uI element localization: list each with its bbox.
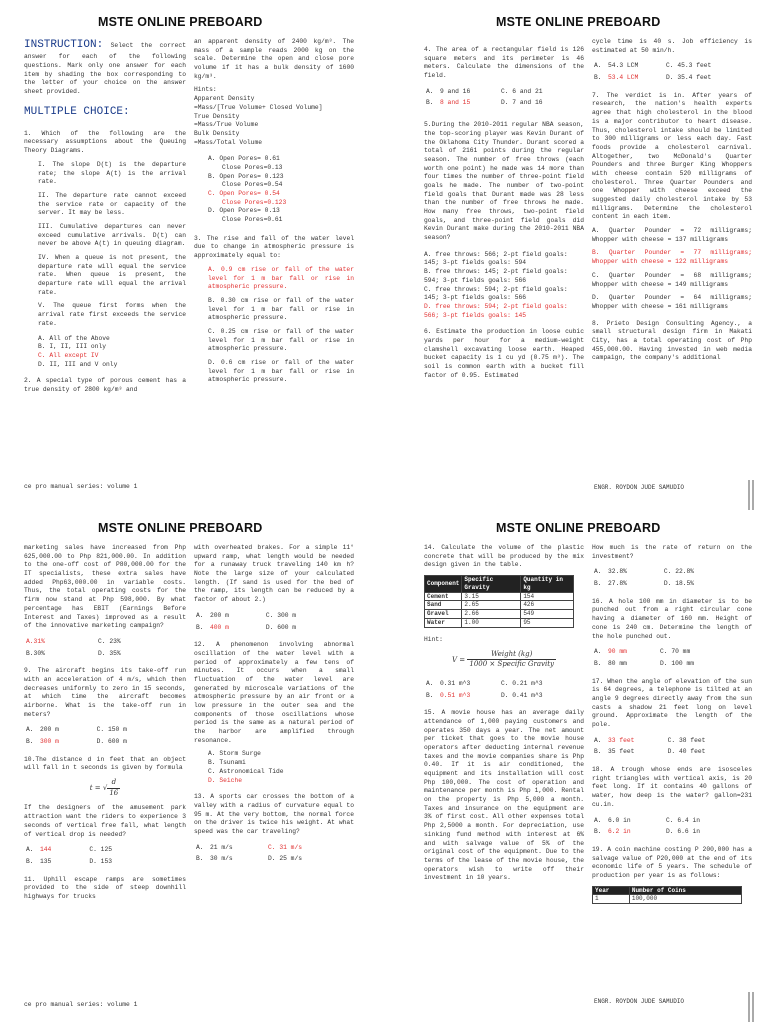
q9-choice-c[interactable]: C. 150 m [96, 726, 127, 734]
q3-choices [194, 266, 354, 385]
choice-letter: B. [196, 855, 204, 863]
q13-choice-d[interactable]: D. 25 m/s [268, 855, 303, 863]
q2-choice-b-close: Close Pores=0.54 [222, 181, 283, 189]
q17-choice-b[interactable]: 35 feet [608, 748, 635, 756]
q13-choice-a[interactable]: 21 m/s [210, 843, 233, 851]
table-cell: 3.15 [462, 592, 521, 601]
choice-letter: A. [26, 726, 34, 734]
q7-choice-b[interactable]: B. Quarter Pounder = 77 milligrams; Whopper with cheese = 122 milligrams [592, 249, 752, 266]
q14-choice-c[interactable]: C. 0.21 m^3 [500, 679, 543, 687]
q4-choice-d[interactable]: D. 7 and 16 [500, 99, 543, 107]
sqrt-icon: √ [102, 784, 108, 793]
question-11: 11. Uphill escape ramps are sometimes provided to the side of steep downhill highways for trucks [24, 875, 186, 900]
choice-letter: A. [594, 736, 602, 744]
question-7: 7. The verdict is in. After years of research, the nation's health experts agree that high cholesterol in the blood is a major contributor to heart disease. Thus, cholesterol intake should be limited to 300 milligrams or less each day. Fast foods provide a cholesterol carnival. Altogether, two McDonald's Quarter Pounders and three Burger King Whoppers with cheese contain 520 milligrams of cholesterol. Three Quarter Pounders and one Whopper with cheese exceed the suggested daily cholesterol intake by 53 milligrams. Determine the cholesterol content in each item. [592, 91, 752, 221]
formula-denominator: 16 [109, 788, 119, 797]
choice-letter: B. [594, 580, 602, 588]
column-1 [24, 544, 186, 907]
q1-choice-c[interactable]: C. All except IV [38, 351, 99, 359]
table-cell: 1.00 [462, 619, 521, 628]
q18-choice-d[interactable]: D. 6.6 in [666, 828, 701, 836]
q1-item-4: IV. When a queue is not present, the departure rate will equal the service rate. When queue is present, the departure rate will equal the arrival rate. [38, 254, 186, 296]
question-15: 15. A movie house has an average daily attendance of 1,000 paying customers and operates 350 days a year. The net amount per ticket that goes to the movie house operators after deducting internal revenue taxes and the movie companies share is Php 0.40. If it is air conditioned, the equipment and its installation will cost Php 100,000. The cost of operation and maintenance per month is Php 1,000. Rental on the property is Php 5,000 a month. Taxes and insurance on the equipment are 3% of first cost. All other expenses total Php 2,5000 a month. For depreciation, use sinking fund method with interest at 6% and with salvage value of 5% of the original cost of the equipment. Due to the terms of the lease of the movie house, the operators wish to write off their investment in 10 years. [424, 709, 584, 882]
question-16: 16. A hole 100 mm in diameter is to be punched out from a right circular cone having a diameter of 160 mm. Height of cone is 240 cm. Determine the length of the hole punched out. [592, 597, 752, 640]
footer-left: ce pro manual series: volume 1 [24, 1001, 138, 1009]
q10-choice-a[interactable]: 144 [40, 846, 52, 854]
q2-choice-a-open: A. Open Pores= 0.61 [208, 155, 280, 163]
choice-letter: B. [196, 623, 204, 631]
q9-choices [24, 724, 186, 749]
q12-choice-c[interactable]: C. Astronomical Tide [208, 767, 284, 775]
table-row [593, 895, 742, 904]
q16-choice-a[interactable]: 90 mm [608, 648, 627, 656]
q12-choice-a[interactable]: A. Storm Surge [208, 750, 261, 758]
q10-choice-b[interactable]: 135 [40, 857, 52, 865]
q15-choice-a[interactable]: 32.8% [608, 568, 627, 576]
q4-choice-a[interactable]: 9 and 16 [440, 87, 471, 95]
q17-choice-d[interactable]: D. 40 feet [667, 748, 706, 756]
q11-choice-a[interactable]: 200 m [210, 611, 229, 619]
q17-choices [592, 735, 752, 760]
q8-choice-d[interactable]: D. 35% [98, 649, 121, 657]
q2-choice-c[interactable] [208, 190, 354, 207]
q14-choice-d[interactable]: D. 0.41 m^3 [500, 691, 543, 699]
q14-hint-label: Hint: [424, 635, 443, 643]
table-cell: 2.66 [462, 610, 521, 619]
choice-letter: A. [594, 816, 602, 824]
choice-letter: B. [426, 691, 434, 699]
column-3 [424, 544, 584, 888]
q5-choice-a[interactable]: A. free throws: 566; 2-pt field goals: 145; 3-pt fields goals: 594 [424, 250, 568, 267]
choice-letter: A. [594, 568, 602, 576]
q6-choices [592, 60, 752, 85]
column-4 [592, 544, 752, 910]
footer-right: ENGR. ROYDON JUDE SAMUDIO [594, 483, 685, 491]
q8-choices [24, 636, 186, 661]
q19-production-table [592, 886, 742, 905]
formula-numerator: d [107, 778, 120, 789]
question-9: 9. The aircraft begins its take-off run with an acceleration of 4 m/s, which then decreases uniformly to zero in 15 seconds, at which time the aircraft becomes airborne. What is the take-off run in meters? [24, 667, 186, 718]
question-8: 8. Prieto Design Consulting Agency., a small structural design firm in Makati City, has a total operating cost of Php 455,000.00. Having invested in web media campaign, the company's additional [592, 319, 752, 362]
question-6-cont: cycle time is 40 s. Job efficiency is estimated at 50 min/h. [592, 38, 752, 54]
table-cell: 154 [521, 592, 574, 601]
instruction-text: Select the correct answer for each of the following questions. Mark only one answer for each item by shading the box corresponding to the letter of your choice on the answer sheet provided. [24, 42, 186, 95]
page-edge-mark [748, 480, 750, 510]
q14-choice-b[interactable]: 0.51 m^3 [440, 691, 471, 699]
hint-line: =Mass/True Volume [194, 121, 259, 129]
q14-mix-table [424, 575, 574, 628]
instruction-label: INSTRUCTION: [24, 39, 104, 51]
q10-formula [24, 778, 186, 798]
question-13: 13. A sports car crosses the bottom of a valley with a radius of curvature equal to 95 m. At the very bottom, the normal force on the driver is twice his weight. At what speed was the car traveling? [194, 793, 354, 835]
question-1: 1. Which of the following are the necessary assumptions about the Queuing Theory Diagrams. [24, 129, 186, 155]
q14-choice-a[interactable]: 0.31 m^3 [440, 679, 471, 687]
q3-choice-a[interactable]: A. 0.9 cm rise or fall of the water level for 1 m bar fall or rise in atmospheric pressure. [208, 265, 354, 291]
q4-choice-c[interactable]: C. 6 and 21 [500, 87, 543, 95]
formula-denominator: 1000 × Specific Gravity [469, 660, 554, 669]
multiple-choice-label: MULTIPLE CHOICE: [24, 105, 130, 118]
question-10: 10.The distance d in feet that an object will fall in t seconds is given by formula [24, 755, 186, 772]
table-cell: 549 [521, 610, 574, 619]
table-header: Year [593, 886, 630, 895]
choice-letter: B. [26, 738, 34, 746]
question-10-cont: If the designers of the amusement park attraction want the riders to experience 3 seconds of vertical free fall, what length of vertical drop is needed? [24, 804, 186, 838]
formula-numerator: Weight (kg) [467, 650, 556, 661]
q3-choice-c[interactable]: C. 0.25 cm rise or fall of the water level for 1 m bar fall or rise in atmospheric pressure. [208, 327, 354, 353]
hint-line: =Mass/Total Volume [194, 138, 263, 146]
q2-choice-b-open: B. Open Pores= 0.123 [208, 172, 284, 180]
q8-choice-c[interactable]: C. 23% [98, 637, 121, 645]
q1-choice-b[interactable]: B. I, II, III only [38, 343, 107, 351]
table-row [425, 601, 574, 610]
q10-choice-c[interactable]: C. 125 [89, 846, 113, 854]
q2-choice-c-open: C. Open Pores= 0.54 [208, 190, 280, 197]
footer-left: ce pro manual series: volume 1 [24, 483, 138, 491]
choice-letter: B. [26, 857, 34, 865]
q8-choice-a[interactable]: A.31% [26, 637, 45, 645]
q11-choice-c[interactable]: C. 300 m [265, 611, 297, 619]
q2-choice-d[interactable] [208, 207, 354, 224]
formula-fraction [107, 778, 120, 798]
question-2: 2. A special type of porous cement has a true density of 2800 kg/m³ and [24, 377, 186, 393]
table-cell: Gravel [425, 610, 462, 619]
q6-choice-a[interactable]: 54.3 LCM [608, 62, 639, 70]
q1-item-5: V. The queue first forms when the arrival rate first exceeds the service rate. [38, 302, 186, 327]
choice-letter: A. [26, 846, 34, 854]
page-edge-mark [748, 992, 750, 1022]
question-5: 5.During the 2010-2011 regular NBA season, the top-scoring player was Kevin Durant of the Oklahoma City Thunder. Durant scored a total of 2161 points during the regular season. The number of free throws (each worth one point) he made was 14 more than four times the number of three-point field goals he made. The number of two-point field goals that Durant made was 28 less than the number of free throws he made. How many free throws, two-point field goals, and three-point field goals did Kevin Durant make during the 2010-2011 NBA season? [424, 121, 584, 242]
hint-line: Hints: [194, 86, 217, 94]
formula-lhs: t = [89, 784, 101, 793]
table-cell: 95 [521, 619, 574, 628]
choice-letter: A. [426, 679, 434, 687]
q11-choice-b[interactable]: 400 m [210, 623, 229, 631]
q8-choice-b[interactable]: B.30% [26, 649, 45, 657]
question-19: 19. A coin machine costing P 200,000 has a salvage value of P20,000 at the end of its economic life of 5 years. The schedule of production per year is as follows: [592, 845, 752, 879]
question-12: 12. A phenomenon involving abnormal oscillation of the water level with a period of approximately a few tens of minutes. It occurs when a small fluctuation of the water level are generated by microscale variations of the atmospheric pressure by an air front or a low pressure in the outer sea and the components of those oscillations whose period is the same as a natural period of the harbor are amplified through resonance. [194, 641, 354, 744]
q13-choice-c[interactable]: C. 31 m/s [268, 843, 303, 851]
q2-choice-a-close: Close Pores=0.13 [222, 163, 283, 171]
q16-choices [592, 646, 752, 671]
q11-choices [194, 610, 354, 635]
q15-choice-b[interactable]: 27.8% [608, 580, 627, 588]
choice-letter: A. [196, 611, 204, 619]
q9-choice-a[interactable]: 200 m [40, 726, 59, 734]
question-3: 3. The rise and fall of the water level due to change in atmospheric pressure is approximately equal to: [194, 234, 354, 260]
question-15-cont: How much is the rate of return on the investment? [592, 544, 752, 560]
q6-choice-b[interactable]: 53.4 LCM [608, 74, 639, 82]
column-2 [194, 544, 354, 873]
page-title-left: MSTE ONLINE PREBOARD [98, 15, 263, 29]
q2-hints [194, 86, 354, 147]
hint-line: True Density [194, 112, 240, 120]
choice-letter: A. [594, 62, 602, 70]
page-title-right: MSTE ONLINE PREBOARD [496, 15, 661, 29]
choice-letter: B. [594, 659, 602, 667]
page-title-left: MSTE ONLINE PREBOARD [98, 521, 263, 535]
q14-formula [424, 650, 584, 670]
page-edge-mark [752, 992, 754, 1022]
question-8-cont: marketing sales have increased from Php 625,000.00 to Php 821,000.00. In addition to the one-off cost of P80,000.00 for the IT specialists, these extra sales have added Php63,000.00 in variable costs. Thus, the total operating costs for the firm now stand at Php 598,000. By what percentage has EBIT (Earnings Before Interest and Taxes) improved as a result of the innovative marketing campaign? [24, 544, 186, 630]
q6-choice-c[interactable]: C. 45.3 feet [665, 62, 712, 70]
table-row [425, 619, 574, 628]
table-header: Component [425, 576, 462, 593]
question-18: 18. A trough whose ends are isosceles right triangles with vertical axis, is 20 feet long. If it contains 40 gallons of water, how deep is the water? gallon=231 cu.in. [592, 766, 752, 808]
question-6: 6. Estimate the production in loose cubic yards per hour for a medium-weight clamshell excavating loose earth. Heaped bucket capacity is 1 cu yd (0.75 m³). The soil is common earth with a bucket fill factor of 0.95. Estimated [424, 328, 584, 379]
q16-choice-d[interactable]: D. 100 mm [660, 659, 695, 667]
q14-choices [424, 678, 584, 703]
footer-right: ENGR. ROYDON JUDE SAMUDIO [594, 997, 685, 1005]
q4-choices [424, 86, 584, 111]
question-14: 14. Calculate the volume of the plastic concrete that will be produced by the mix design given in the table. [424, 544, 584, 569]
q12-choice-d[interactable]: D. Seiche [208, 776, 243, 784]
table-header: Specific Gravity [462, 576, 521, 593]
q16-choice-b[interactable]: 80 mm [608, 659, 627, 667]
q7-choices [592, 227, 752, 312]
q18-choice-a[interactable]: 6.0 in [608, 816, 631, 824]
q12-choice-b[interactable]: B. Tsunami [208, 759, 246, 767]
column-3 [424, 46, 584, 385]
q10-choice-d[interactable]: D. 153 [89, 857, 113, 865]
choice-letter: A. [594, 648, 602, 656]
q1-choice-d[interactable]: D. II, III and V only [38, 360, 118, 368]
table-row [425, 592, 574, 601]
column-2 [194, 38, 354, 390]
q2-choices [194, 155, 354, 225]
q7-choice-a[interactable]: A. Quarter Pounder = 72 milligrams; Whopper with cheese = 137 milligrams [592, 227, 752, 243]
q2-choice-a[interactable] [208, 155, 354, 172]
table-cell: Water [425, 619, 462, 628]
q1-item-3: III. Cumulative departures can never exceed cumulative arrivals. D(t) can never be above A(t) in queuing diagram. [38, 222, 186, 248]
q2-choice-d-open: D. Open Pores= 0.13 [208, 207, 280, 215]
table-header: Quantity in kg [521, 576, 574, 593]
q6-choice-d[interactable]: D. 35.4 feet [665, 74, 712, 82]
q1-item-1: I. The slope D(t) is the departure rate; the slope A(t) is the arrival rate. [38, 160, 186, 186]
q3-choice-b[interactable]: B. 0.30 cm rise or fall of the water level for 1 m bar fall or rise in atmospheric pressure. [208, 296, 354, 322]
q11-choice-d[interactable]: D. 600 m [265, 623, 297, 631]
table-cell: 1 [593, 895, 630, 904]
q12-choices [194, 750, 354, 785]
question-4: 4. The area of a rectangular field is 126 square meters and its perimeter is 46 meters. Calculate the dimensions of the field. [424, 46, 584, 80]
page-2 [0, 512, 768, 1024]
choice-letter: A. [426, 87, 434, 95]
instruction [24, 38, 186, 97]
table-cell: 2.65 [462, 601, 521, 610]
q1-assumptions [24, 161, 186, 329]
question-11-cont: with overheated brakes. For a simple 11° upward ramp, what length would be needed for a runaway truck traveling 140 km h? Note the large size of your calculated length. (If sand is used for the bed of the ramp, its length can be reduced by a factor of about 2.) [194, 544, 354, 604]
q17-choice-a[interactable]: 33 feet [608, 736, 635, 744]
choice-letter: B. [594, 828, 602, 836]
q18-choices [592, 815, 752, 840]
q5-choices [424, 251, 584, 321]
hint-line: Apparent Density [194, 95, 255, 103]
choice-letter: B. [594, 748, 602, 756]
q13-choice-b[interactable]: 30 m/s [210, 855, 233, 863]
q18-choice-b[interactable]: 6.2 in [608, 828, 631, 836]
q10-choices [24, 844, 186, 869]
q1-choice-a[interactable]: A. All of the Above [38, 334, 110, 342]
column-4 [592, 38, 752, 368]
q15-choice-d[interactable]: D. 18.5% [663, 580, 695, 588]
q7-choice-c[interactable]: C. Quarter Pounder = 68 milligrams; Whopper with cheese = 149 milligrams [592, 271, 752, 288]
q5-choice-b[interactable]: B. free throws: 145; 2-pt field goals: 594; 3-pt fields goals: 566 [424, 268, 568, 284]
hint-line: =Mass/[True Volume+ Closed Volume] [194, 103, 323, 111]
q9-choice-d[interactable]: D. 600 m [96, 738, 127, 746]
choice-letter: B. [426, 99, 434, 107]
q17-choice-c[interactable]: C. 38 feet [667, 736, 706, 744]
q5-choice-d[interactable]: D. free throws: 594; 2-pt field goals: 566; 3-pt fields goals: 145 [424, 302, 568, 319]
formula-fraction [467, 650, 556, 670]
q16-choice-c[interactable]: C. 70 mm [660, 648, 691, 656]
q2-choice-d-close: Close Pores=0.61 [222, 216, 283, 224]
choice-letter: B. [594, 74, 602, 82]
q2-choice-c-close: Close Pores=0.123 [222, 198, 287, 206]
q1-choices [24, 335, 186, 370]
q15-choice-c[interactable]: C. 22.8% [663, 568, 695, 576]
question-17: 17. When the angle of elevation of the sun is 64 degrees, a telephone is tilted at an angle 9 degrees directly away from the sun casts a shadow 21 feet long on level ground. Approximate the length of the pole. [592, 677, 752, 728]
table-row [425, 610, 574, 619]
page-edge-mark [752, 480, 754, 510]
table-header: Number of Coins [629, 886, 741, 895]
page-title-right: MSTE ONLINE PREBOARD [496, 521, 661, 535]
q15-choices [592, 566, 752, 591]
q9-choice-b[interactable]: 300 m [40, 738, 59, 746]
q2-choice-b[interactable] [208, 173, 354, 190]
choice-letter: A. [196, 843, 204, 851]
q5-choice-c[interactable]: C. free throws: 594; 2-pt field goals: 145; 3-pt fields goals: 566 [424, 285, 568, 302]
q13-choices [194, 842, 354, 867]
q4-choice-b[interactable]: 8 and 15 [440, 99, 471, 107]
q1-item-2: II. The departure rate cannot exceed the service rate or capacity of the server. It may be less. [38, 191, 186, 217]
table-cell: Sand [425, 601, 462, 610]
column-1 [24, 38, 186, 400]
hint-line: Bulk Density [194, 129, 240, 137]
question-2-cont: an apparent density of 2400 kg/m³. The mass of a sample reads 2000 kg on the scale. Determine the open and close pore volume if it has a bulk density of 1600 kg/m³. [194, 38, 354, 80]
table-cell: Cement [425, 592, 462, 601]
formula-lhs: V = [452, 655, 466, 664]
q7-choice-d[interactable]: D. Quarter Pounder = 64 milligrams; Whopper with cheese = 161 milligrams [592, 294, 752, 310]
table-cell: 426 [521, 601, 574, 610]
table-cell: 100,000 [629, 895, 741, 904]
q3-choice-d[interactable]: D. 0.6 cm rise or fall of the water level for 1 m bar fall or rise in atmospheric pressure. [208, 359, 354, 384]
q18-choice-c[interactable]: C. 6.4 in [666, 816, 701, 824]
